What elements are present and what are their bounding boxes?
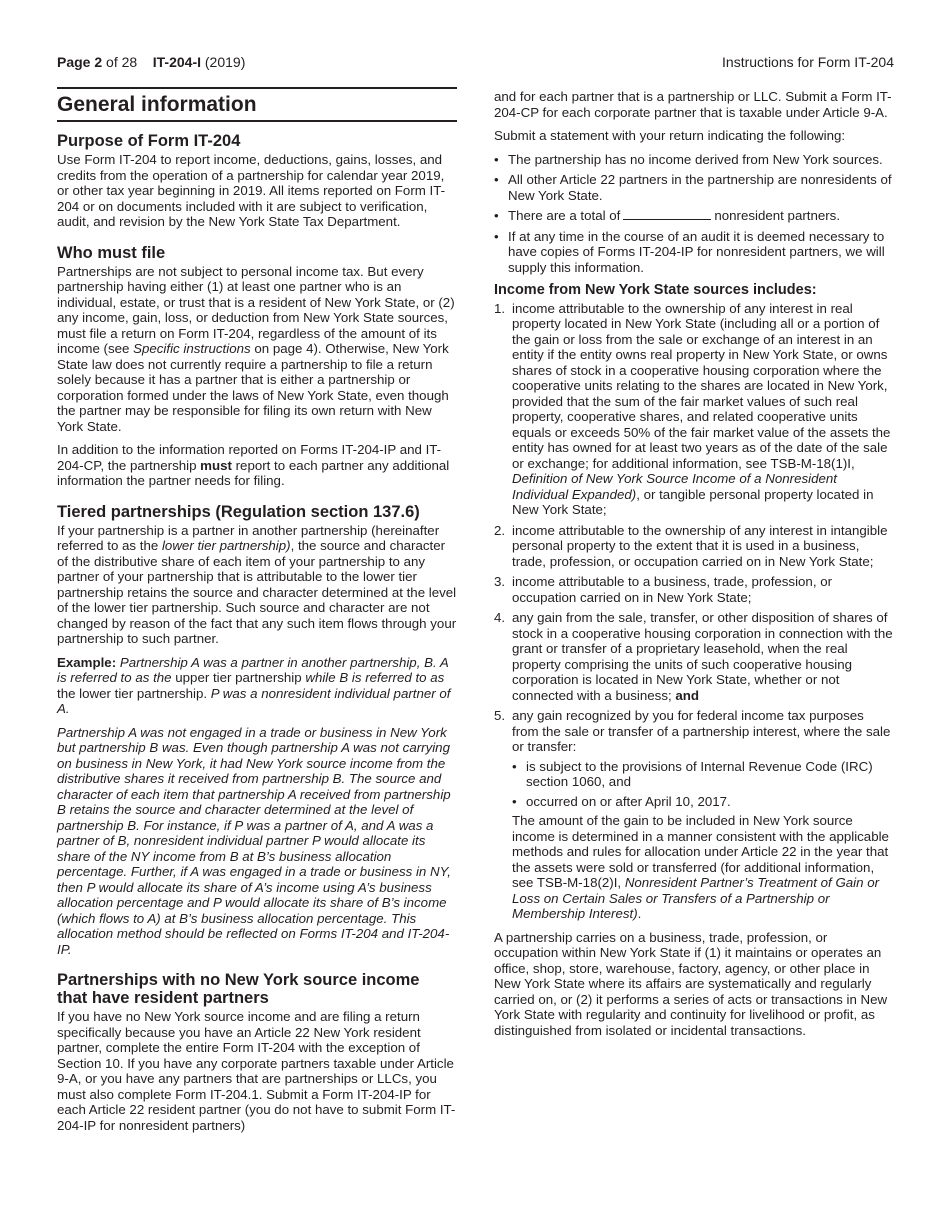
section-title: General information <box>57 87 457 122</box>
purpose-text: Use Form IT-204 to report income, deductions, gains, losses, and credits from the operation of a partnership for calendar year 2019, or other tax year beginning in 2019. All items reported on Form IT-204 or on documents included with it are subject to verification, audit, and revision by the New York State Tax Department. <box>57 152 446 229</box>
form-year: (2019) <box>204 54 246 70</box>
blank-fill-line <box>623 208 711 220</box>
left-column <box>57 87 457 1141</box>
list-item: • is subject to the provisions of Internal Revenue Code (IRC) section 1060, and <box>512 759 894 790</box>
no-source-paragraph: If you have no New York source income and are filing a return specifically because you have an Article 22 New York resident partner, complete the entire Form IT-204 with the exception of Section 10. If you have any corporate partners taxable under Article 9-A, or you have any partners that are partnerships or LLCs, you must also complete Form IT-204.1. Submit a Form IT-204-IP for each Article 22 resident partner (you do not have to submit Form IT-204-IP for nonresident partners) <box>57 1009 456 1133</box>
income-item-2: 2. income attributable to the ownership of any interest in intangible personal property to the extent that it is used in a business, trade, profession, or occupation carried on in New York State; <box>494 522 888 569</box>
statement-list <box>494 152 894 276</box>
form-id: IT-204-I <box>152 54 201 70</box>
tiered-heading: Tiered partnerships (Regulation section 137.6) <box>57 502 420 521</box>
income-heading: Income from New York State sources includes: <box>494 282 817 298</box>
income-item-5-sublist <box>512 759 894 810</box>
page-count: of 28 <box>106 54 138 70</box>
page-header-right: Instructions for Form IT-204 <box>722 54 894 70</box>
page-word: Page <box>57 54 91 70</box>
income-item-5-note: The amount of the gain to be included in New York source income is determined in a manner consistent with the applicable methods and rules for allocation under Article 22 in the year that the assets were sold or transferred (for additional information, see TSB-M-18(2)I, Nonresident Partner’s Treatment of Gain or Loss on Certain Sales or Transfers of a Partnership or Membership Interest). <box>512 813 889 921</box>
who-must-file-heading: Who must file <box>57 243 166 262</box>
list-item: • There are a total of nonresident partners. <box>494 208 894 224</box>
income-item-4: 4. any gain from the sale, transfer, or other disposition of shares of stock in a cooperative housing corporation in connection with the grant or transfer of a proprietary leasehold, when the real property comprising the units of such cooperative housing corporation is located in New York State, whether or not connected with a business; and <box>494 610 893 703</box>
income-item-1: 1. income attributable to the ownership of any interest in real property located in New York State (including all or a portion of the gain or loss from the sale or exchange of an interest in an entity if the entity owns real property in New York State, or owns shares of stock in a cooperative housing corporation where the cooperative units relating to the shares are located in New York, provided that the sum of the fair market values of such real property, cooperative shares, and related cooperative units equals or exceeds 50% of the fair market value of the assets the entity has owned for at least two years as of the date of the sale or exchange; for additional information, see TSB-M-18(1)I, Definition of New York Source Income of a Nonresident Individual Expanded), or tangible personal property located in New York State; <box>494 300 891 517</box>
income-item-3: 3. income attributable to a business, trade, profession, or occupation carried on in New York State; <box>494 574 833 605</box>
page-number: 2 <box>94 54 103 70</box>
tiered-paragraph: If your partnership is a partner in another partnership (hereinafter referred to as the lower tier partnership), the source and character of the distributive share of each item of your partnership to any partner of your partnership that is attributable to the lower tier partnership retains the source and character determined at the level of the lower tier partnership. Such source and character are not changed by reason of the fact that any such item flows through your partnership to such partner. <box>57 522 457 646</box>
closing-paragraph: A partnership carries on a business, trade, profession, or occupation within New York State if (1) it maintains or operates an office, shop, store, warehouse, factory, agency, or other place in New York State where its affairs are systematically and regularly carried on, or (2) it performs a series of acts or transactions in New York State with regularity and continuity for livelihood or profit, as distinguished from isolated or incidental transactions. <box>494 929 888 1038</box>
income-list <box>494 301 894 922</box>
purpose-heading: Purpose of Form IT-204 <box>57 132 241 150</box>
page-header-left <box>57 54 245 70</box>
no-source-heading: Partnerships with no New York source income that have resident partners <box>57 971 420 1007</box>
who-must-file-paragraph: Partnerships are not subject to personal income tax. But every partnership having either (1) at least one partner who is an individual, estate, or trust that is a resident of New York State, or (2) any income, gain, loss, or deduction from New York State sources, must file a return on Form IT-204, regardless of the amount of its income (see Specific instructions on page 4). Otherwise, New York State law does not currently require a partnership to file a return solely because it has a partner that is either a partnership or corporation formed under the laws of New York State, even though the partner may be responsible for filing its own return with New York State. <box>57 263 455 434</box>
list-item: • The partnership has no income derived from New York sources. <box>494 152 894 168</box>
list-item: • occurred on or after April 10, 2017. <box>512 794 894 810</box>
example-paragraph: Example: Partnership A was a partner in another partnership, B. A is referred to as the upper tier partnership while B is referred to as the lower tier partnership. P was a nonresident individual partner of A. <box>57 654 451 716</box>
list-item: • If at any time in the course of an audit it is deemed necessary to have copies of Forms IT-204-IP for nonresident partners, we will supply this information. <box>494 229 894 276</box>
statement-intro: Submit a statement with your return indicating the following: <box>494 128 846 143</box>
list-item: • All other Article 22 partners in the partnership are nonresidents of New York State. <box>494 172 894 203</box>
no-source-paragraph-continued: and for each partner that is a partnership or LLC. Submit a Form IT-204-CP for each corporate partner that is taxable under Article 9-A. <box>494 89 892 120</box>
additional-info-paragraph: In addition to the information reported on Forms IT-204-IP and IT-204-CP, the partnership must report to each partner any additional information the partner needs for filing. <box>57 442 450 488</box>
example-explanation: Partnership A was not engaged in a trade or business in New York but partnership B was. Even though partnership A was not carrying on business in New York, it had New York source income from the distributive shares it received from partnership B. The source and character of each item that partnership A received from partnership B retains the source and character determined at the level of partnership B. For instance, if P was a partner of A, and A was a partner of B, nonresident individual partner P would allocate its share of the NY income from B at B’s business allocation percentage. Further, if A was engaged in a trade or business in NY, then P would allocate its share of A’s income using A’s business allocation percentage and P would allocate its share of B’s income (which flows to A) at B’s business allocation percentage. This allocation method should be reflected on Forms IT-204 and IT-204-IP. <box>57 724 451 957</box>
income-item-5: 5. any gain recognized by you for federal income tax purposes from the sale or transfer of a partnership interest, where the sale or transfer: • is subject to the provisions of Internal Revenue Code (IRC) section 1060, and • occurred on or after April 10, 2017. The amount of the gain to be included in New York source income is determined in a manner consistent with the applicable methods and rules for allocation under Article 22 in the year that the assets were sold or transferred (for additional information, see TSB-M-18(2)I, Nonresident Partner’s Treatment of Gain or Loss on Certain Sales or Transfers of a Partnership or Membership Interest). <box>494 708 894 922</box>
right-column <box>494 89 894 1046</box>
